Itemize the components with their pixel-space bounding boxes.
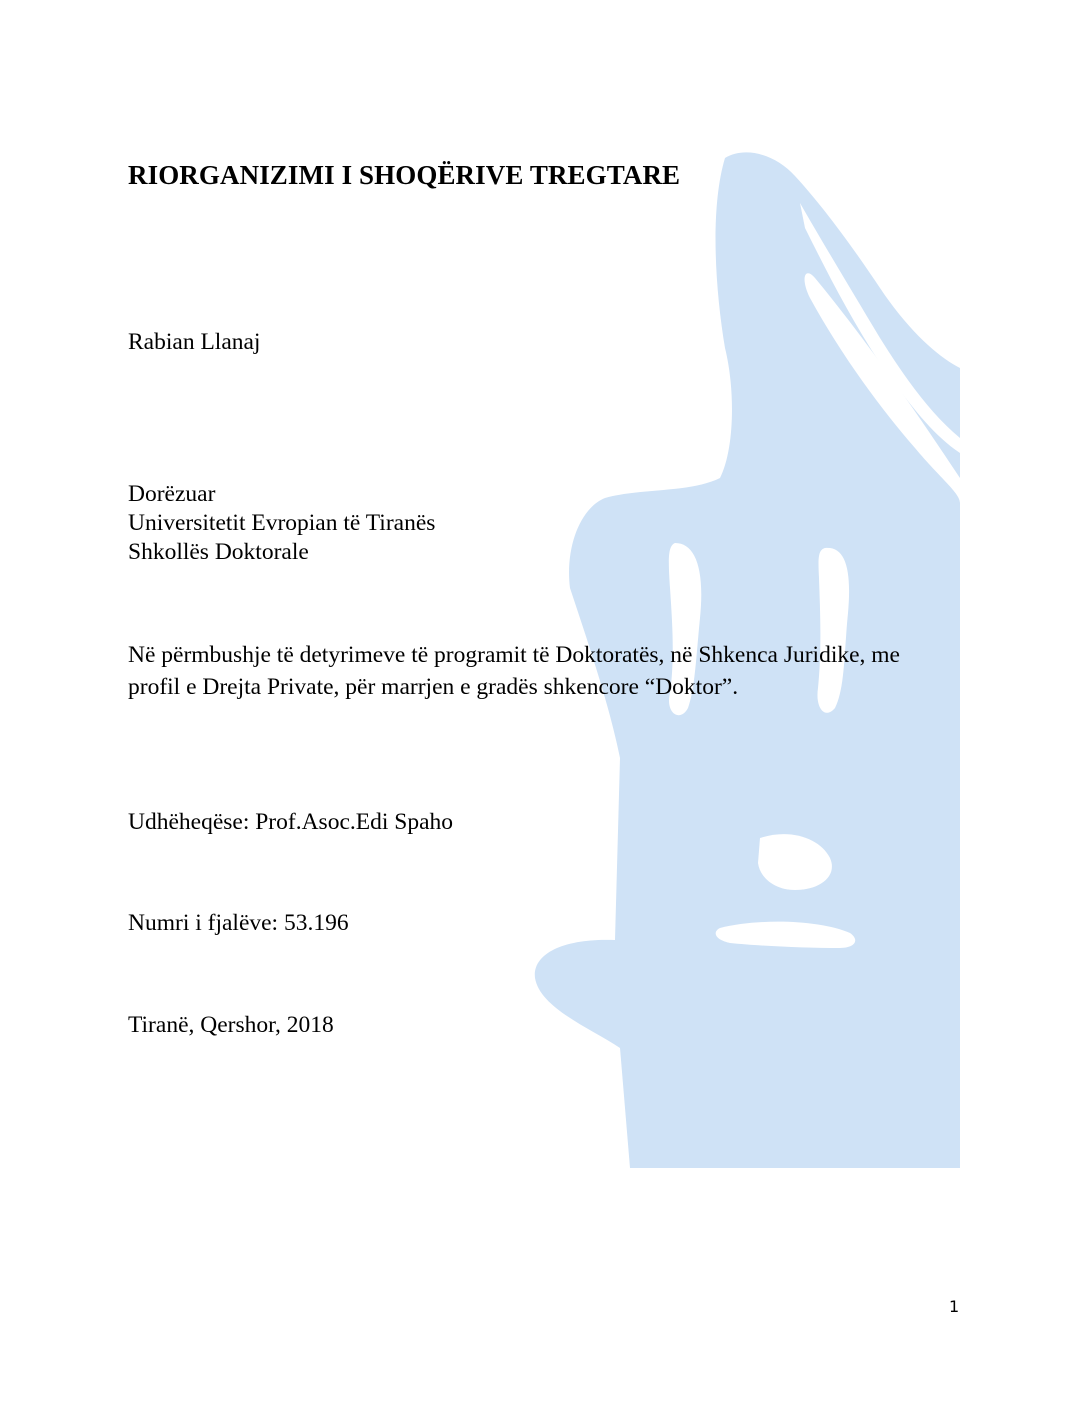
purpose-line-1: Në përmbushje të detyrimeve të programit të Doktoratës, në Shkenca Juridike, me	[128, 642, 900, 668]
supervisor: Udhëheqëse: Prof.Asoc.Edi Spaho	[128, 809, 454, 835]
submission-line-3: Shkollës Doktorale	[128, 539, 309, 565]
page-number: 1	[949, 1297, 960, 1316]
author-name: Rabian Llanaj	[128, 329, 261, 355]
purpose-line-2: profil e Drejta Private, për marrjen e gradës shkencore “Doktor”.	[128, 674, 739, 700]
place-date: Tiranë, Qershor, 2018	[128, 1012, 334, 1038]
submission-line-2: Universitetit Evropian të Tiranës	[128, 510, 436, 536]
word-count: Numri i fjalëve: 53.196	[128, 910, 349, 936]
submission-line-1: Dorëzuar	[128, 481, 216, 507]
thesis-title: RIORGANIZIMI I SHOQËRIVE TREGTARE	[128, 160, 681, 190]
